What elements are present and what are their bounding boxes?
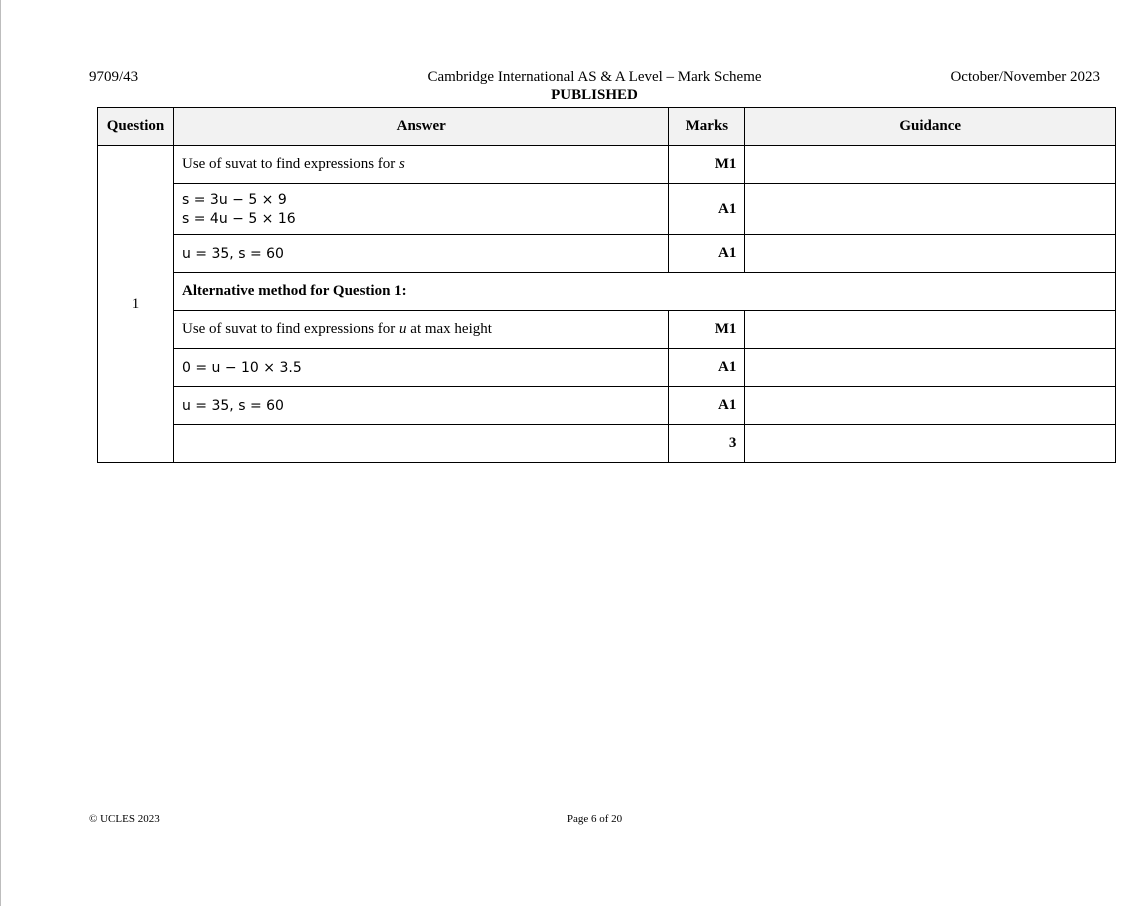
answer-text: at max height	[410, 321, 492, 337]
answer-cell	[173, 425, 668, 463]
header-answer: Answer	[173, 108, 668, 146]
table-row	[98, 146, 1116, 184]
answer-cell: u = 35, s = 60	[173, 387, 668, 425]
mark-scheme-table	[97, 107, 1116, 463]
guidance-cell	[745, 349, 1116, 387]
answer-cell	[173, 184, 668, 235]
guidance-cell	[745, 146, 1116, 184]
question-number: 1	[98, 146, 174, 463]
page-number: Page 6 of 20	[566, 813, 623, 825]
header-guidance: Guidance	[745, 108, 1116, 146]
table-header-row	[98, 108, 1116, 146]
answer-cell: u = 35, s = 60	[173, 235, 668, 273]
page-number-block	[1, 813, 1126, 825]
alternative-method-heading: Alternative method for Question 1:	[173, 273, 1115, 311]
answer-cell	[173, 146, 668, 184]
marks-cell: A1	[669, 387, 745, 425]
copyright-notice: © UCLES 2023	[89, 813, 160, 825]
answer-text: Use of suvat to find expressions for	[181, 156, 396, 172]
answer-cell: 0 = u − 10 × 3.5	[173, 349, 668, 387]
guidance-cell	[745, 235, 1116, 273]
answer-cell	[173, 311, 668, 349]
answer-variable: s	[399, 156, 405, 172]
table-row	[98, 235, 1116, 273]
marks-cell: M1	[669, 146, 745, 184]
table-row	[98, 425, 1116, 463]
marks-cell: A1	[669, 235, 745, 273]
table-row	[98, 387, 1116, 425]
document-title: Cambridge International AS & A Level – Mark Scheme	[427, 69, 762, 85]
table-row	[98, 273, 1116, 311]
exam-session: October/November 2023	[950, 69, 1100, 85]
guidance-cell	[745, 311, 1116, 349]
table-row	[98, 311, 1116, 349]
guidance-cell	[745, 184, 1116, 235]
guidance-cell	[745, 387, 1116, 425]
marks-cell: A1	[669, 184, 745, 235]
answer-text: Use of suvat to find expressions for	[181, 321, 396, 337]
published-label: PUBLISHED	[551, 87, 638, 103]
table-row	[98, 184, 1116, 235]
header-marks: Marks	[669, 108, 745, 146]
total-marks-cell: 3	[669, 425, 745, 463]
guidance-cell	[745, 425, 1116, 463]
marks-cell: A1	[669, 349, 745, 387]
syllabus-code: 9709/43	[89, 69, 139, 85]
marks-cell: M1	[669, 311, 745, 349]
header-question: Question	[98, 108, 174, 146]
answer-equation: s = 3u − 5 × 9	[181, 191, 287, 208]
answer-variable: u	[399, 321, 407, 337]
table-row	[98, 349, 1116, 387]
answer-equation: s = 4u − 5 × 16	[181, 210, 296, 227]
